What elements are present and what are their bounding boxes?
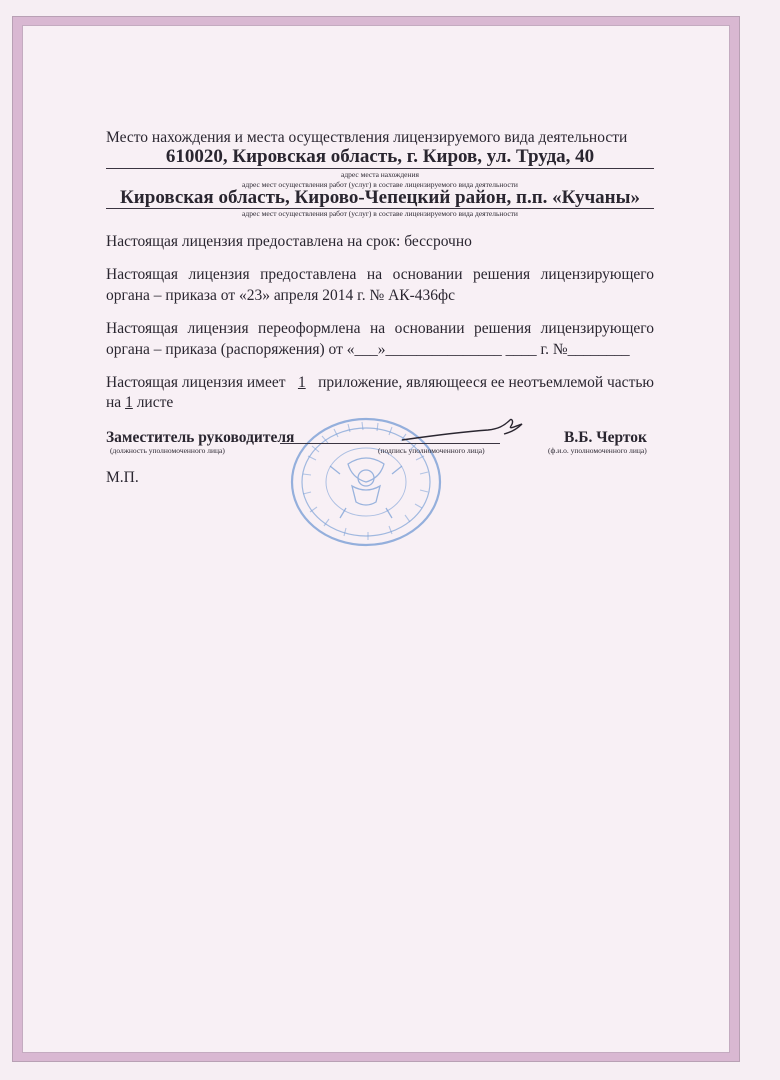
signer-position-caption: (должность уполномоченного лица) <box>110 446 225 455</box>
work-places-caption-bottom: адрес мест осуществления работ (услуг) в составе лицензируемого вида деятельности <box>242 209 518 218</box>
reissue-line-1: Настоящая лицензия переоформлена на основании решения лицензирующего <box>106 320 654 337</box>
basis-line-1: Настоящая лицензия предоставлена на основании решения лицензирующего <box>106 266 654 283</box>
work-places-address: Кировская область, Кирово-Чепецкий район, п.п. «Кучаны» <box>120 187 640 208</box>
handwritten-signature <box>400 414 530 444</box>
reissue-line-2: органа – приказа (распоряжения) от «___»_______________ ____ г. №________ <box>106 341 630 358</box>
license-term: Настоящая лицензия предоставлена на срок: бессрочно <box>106 233 472 250</box>
appendix-count: 1 <box>297 374 306 391</box>
signer-name-caption: (ф.и.о. уполномоченного лица) <box>548 446 647 455</box>
appendix-text-d: листе <box>136 394 174 411</box>
address-main: 610020, Кировская область, г. Киров, ул. Труда, 40 <box>165 146 595 167</box>
work-places-caption-top: адрес мест осуществления работ (услуг) в составе лицензируемого вида деятельности <box>242 180 518 189</box>
appendix-text-b: приложение, являющееся ее неотъемлемой частью <box>318 374 654 391</box>
appendix-line-2 <box>106 394 173 412</box>
appendix-line-1 <box>106 374 654 392</box>
basis-line-2: органа – приказа от «23» апреля 2014 г. № АК-436фс <box>106 287 455 304</box>
signer-name: В.Б. Черток <box>564 429 647 446</box>
address-main-caption: адрес места нахождения <box>341 170 419 179</box>
signer-position: Заместитель руководителя <box>106 429 295 446</box>
seal-place-label: М.П. <box>106 469 139 486</box>
appendix-text-c: на <box>106 394 122 411</box>
appendix-sheets: 1 <box>125 394 133 411</box>
appendix-text-a: Настоящая лицензия имеет <box>106 374 286 391</box>
location-header: Место нахождения и места осуществления лицензируемого вида деятельности <box>106 129 628 146</box>
signature-caption: (подпись уполномоченного лица) <box>378 446 485 455</box>
address-main-underline <box>106 168 654 169</box>
